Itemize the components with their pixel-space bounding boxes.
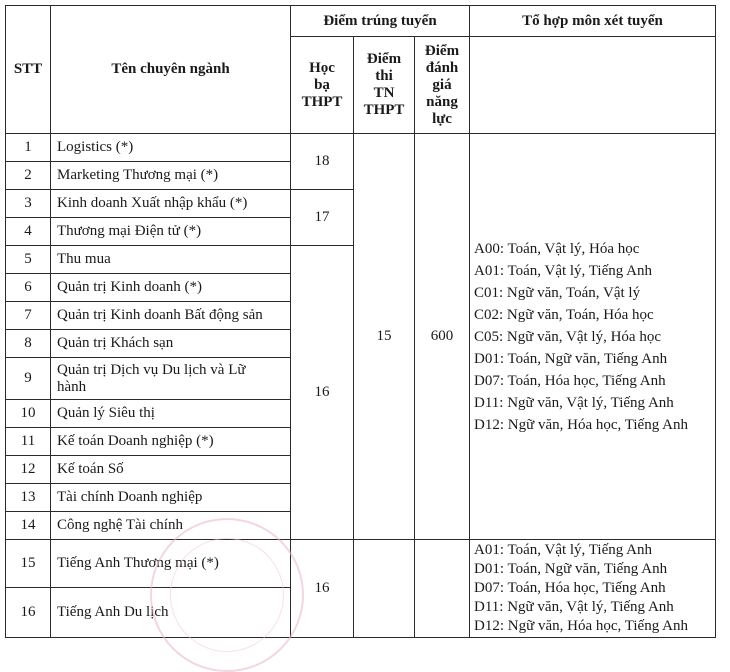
- combo-item: D11: Ngữ văn, Vật lý, Tiếng Anh: [474, 599, 674, 615]
- hoc-ba-score: 18: [291, 134, 354, 190]
- combo-list-main: [470, 134, 716, 540]
- row-major-name: Kinh doanh Xuất nhập khẩu (*): [51, 190, 291, 218]
- dgnl-blank: [415, 540, 470, 638]
- combo-item: D01: Toán, Ngữ văn, Tiếng Anh: [474, 350, 668, 367]
- hoc-ba-score: 16: [291, 540, 354, 638]
- header-hoc-ba-line: bạ: [314, 76, 330, 93]
- header-tn-line: thi: [375, 68, 393, 84]
- row-stt: 14: [6, 512, 51, 540]
- row-major-name: [51, 358, 291, 400]
- row-stt: 13: [6, 484, 51, 512]
- header-dgnl-line: đánh: [425, 59, 459, 76]
- combo-item: A01: Toán, Vật lý, Tiếng Anh: [474, 262, 653, 279]
- header-tn-line: THPT: [363, 102, 405, 118]
- row-major-name: Marketing Thương mại (*): [51, 162, 291, 190]
- row-major-name: Kế toán Số: [51, 456, 291, 484]
- header-dgnl-line: giá: [432, 76, 452, 93]
- row-stt: 1: [6, 134, 51, 162]
- admission-table: [5, 5, 716, 638]
- header-tn-line: TN: [373, 85, 395, 101]
- row-major-name: Logistics (*): [51, 134, 291, 162]
- row-stt: 10: [6, 400, 51, 428]
- combo-item: D11: Ngữ văn, Vật lý, Tiếng Anh: [474, 394, 674, 411]
- header-hoc-ba: [291, 37, 354, 134]
- combo-item: D07: Toán, Hóa học, Tiếng Anh: [474, 372, 666, 389]
- combo-item: D12: Ngữ văn, Hóa học, Tiếng Anh: [474, 618, 688, 634]
- combo-item: D07: Toán, Hóa học, Tiếng Anh: [474, 580, 666, 596]
- combo-item: C02: Ngữ văn, Toán, Hóa học: [474, 306, 654, 323]
- header-stt: STT: [6, 6, 51, 134]
- header-dgnl: [415, 37, 470, 134]
- row-major-name: Quản trị Kinh doanh Bất động sản: [51, 302, 291, 330]
- row-major-name: Kế toán Doanh nghiệp (*): [51, 428, 291, 456]
- combo-item: A00: Toán, Vật lý, Hóa học: [474, 240, 640, 257]
- row-stt: 4: [6, 218, 51, 246]
- row-stt: 15: [6, 540, 51, 588]
- header-tn-line: Điểm: [366, 51, 402, 67]
- row-major-name: Thương mại Điện tử (*): [51, 218, 291, 246]
- tn-thpt-blank: [354, 540, 415, 638]
- row-stt: 2: [6, 162, 51, 190]
- header-dgnl-line: năng: [426, 93, 458, 110]
- header-tn-thpt: [354, 37, 415, 134]
- row-major-name: Quản trị Khách sạn: [51, 330, 291, 358]
- row-major-name-line: Quản trị Dịch vụ Du lịch và Lữ: [57, 361, 246, 378]
- combo-item: C05: Ngữ văn, Vật lý, Hóa học: [474, 328, 661, 345]
- dgnl-score: 600: [415, 134, 470, 540]
- header-hoc-ba-line: THPT: [301, 93, 343, 110]
- combo-item: A01: Toán, Vật lý, Tiếng Anh: [474, 542, 653, 558]
- tn-thpt-score: 15: [354, 134, 415, 540]
- header-major: Tên chuyên ngành: [51, 6, 291, 134]
- row-stt: 8: [6, 330, 51, 358]
- row-major-name: Tiếng Anh Thương mại (*): [51, 540, 291, 588]
- header-dgnl-line: lực: [432, 110, 452, 127]
- header-score-group: Điểm trúng tuyển: [291, 6, 470, 37]
- header-hoc-ba-line: Học: [309, 59, 335, 76]
- row-major-name: Công nghệ Tài chính: [51, 512, 291, 540]
- row-major-name: Tài chính Doanh nghiệp: [51, 484, 291, 512]
- row-stt: 9: [6, 358, 51, 400]
- combo-item: C01: Ngữ văn, Toán, Vật lý: [474, 284, 641, 301]
- row-major-name: Quản lý Siêu thị: [51, 400, 291, 428]
- row-major-name: Quản trị Kinh doanh (*): [51, 274, 291, 302]
- row-stt: 12: [6, 456, 51, 484]
- row-stt: 5: [6, 246, 51, 274]
- row-major-name: Thu mua: [51, 246, 291, 274]
- row-major-name: Tiếng Anh Du lịch: [51, 588, 291, 638]
- combo-list-english: [470, 540, 716, 638]
- row-stt: 6: [6, 274, 51, 302]
- row-stt: 3: [6, 190, 51, 218]
- hoc-ba-score: 17: [291, 190, 354, 246]
- header-combo-group: Tổ hợp môn xét tuyển: [470, 6, 716, 37]
- combo-item: D12: Ngữ văn, Hóa học, Tiếng Anh: [474, 416, 688, 433]
- header-combo-spacer: [470, 37, 716, 134]
- row-stt: 7: [6, 302, 51, 330]
- row-stt: 16: [6, 588, 51, 638]
- header-dgnl-line: Điểm: [424, 42, 460, 59]
- row-major-name-line: hành: [57, 378, 87, 395]
- hoc-ba-score: 16: [291, 246, 354, 540]
- combo-item: D01: Toán, Ngữ văn, Tiếng Anh: [474, 561, 668, 577]
- row-stt: 11: [6, 428, 51, 456]
